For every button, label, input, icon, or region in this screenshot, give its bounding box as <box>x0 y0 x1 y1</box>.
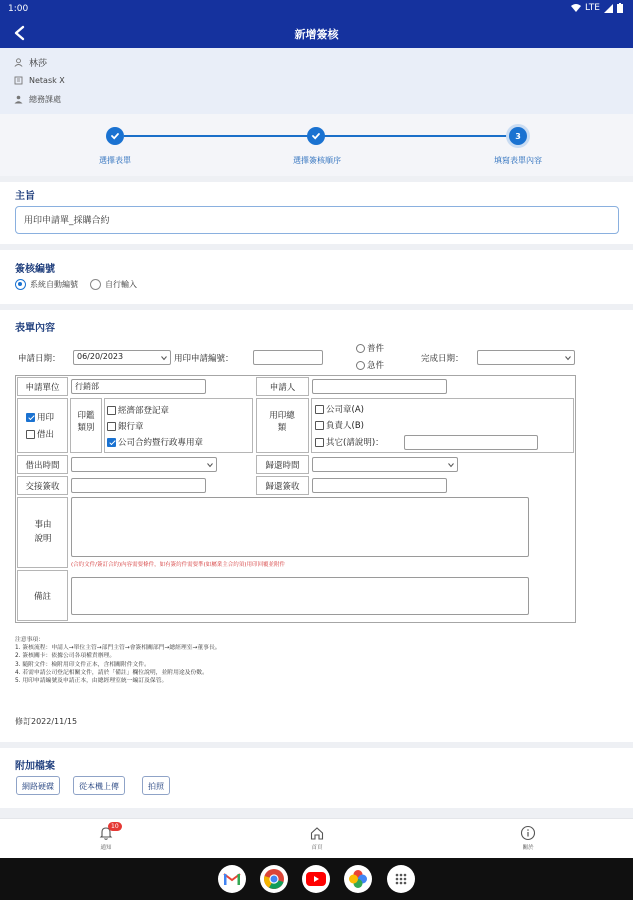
seal-kind-checkbox[interactable] <box>315 403 364 415</box>
numbering-options <box>15 279 137 290</box>
step-1-label: 選擇表單 <box>99 156 131 165</box>
seal-type-option: 公司合約暨行政專用章 <box>118 438 204 448</box>
checkbox-box <box>315 405 324 414</box>
subject-title: 主旨 <box>15 191 35 202</box>
notes-line: 3. 隨附文件：檢附用印文件正本，含相關附件文件。 <box>15 661 150 668</box>
nav-home[interactable] <box>297 825 337 851</box>
seal-type-option: 銀行章 <box>118 422 144 432</box>
section-divider <box>0 176 633 182</box>
return-time-label: 歸還時間 <box>265 461 300 471</box>
step-2-check-icon <box>307 127 325 145</box>
department-icon <box>14 95 23 104</box>
checkbox-box <box>315 438 324 447</box>
lend-out-label: 借出 <box>37 430 55 440</box>
chevron-down-icon <box>448 462 454 468</box>
radio-dot <box>15 279 26 290</box>
usage-cell <box>17 398 68 453</box>
seal-kind-checkbox[interactable] <box>315 419 364 431</box>
nav-label: 通知 <box>100 845 112 851</box>
seal-type-option: 經濟部登記章 <box>118 406 170 416</box>
gmail-icon[interactable] <box>218 865 246 893</box>
priority-normal-radio[interactable] <box>356 342 384 354</box>
section-divider <box>0 244 633 250</box>
stepper-line-1 <box>124 135 308 137</box>
progress-stepper <box>0 114 633 176</box>
radio-dot <box>90 279 101 290</box>
revision-note: 修訂2022/11/15 <box>15 717 78 726</box>
network-drive-button[interactable]: 網路硬碟 <box>16 776 60 795</box>
youtube-icon[interactable] <box>302 865 330 893</box>
user-name-row <box>14 56 47 69</box>
status-time: 1:00 <box>8 4 29 14</box>
battery-icon <box>617 3 623 13</box>
step-3-label: 填寫表單內容 <box>494 156 542 165</box>
user-name: 林莎 <box>29 59 48 69</box>
unit-label: 申請單位 <box>25 383 60 393</box>
reason-note: (合約文件/簽訂合約)內容需要條件，如有簽約件需要準(如屬業主合約須)用印回覆並附件 <box>71 562 285 568</box>
wifi-icon <box>571 4 581 13</box>
bottom-navigation <box>0 818 633 858</box>
use-seal-checkbox[interactable] <box>26 411 54 423</box>
radio-circle <box>356 361 365 370</box>
seal-kind-option: 負責人(B) <box>326 421 364 431</box>
android-taskbar <box>0 858 633 900</box>
lend-time-label: 借出時間 <box>25 461 60 471</box>
unit-input[interactable]: 行銷部 <box>71 379 206 394</box>
applicant-label: 申請人 <box>269 383 296 393</box>
user-company-row <box>14 76 65 85</box>
user-department: 總務課處 <box>29 95 61 104</box>
seal-kind-option: 其它(請說明)： <box>326 438 384 448</box>
notes-line: 1. 簽核流程：申請人→單位主管→部門主管→會簽相關部門→總經理室→董事長。 <box>15 645 221 652</box>
nav-label: 首頁 <box>311 845 323 851</box>
seal-type-label: 印鑑類別 <box>77 411 95 433</box>
chevron-down-icon <box>207 462 213 468</box>
apply-date-label: 申請日期： <box>18 354 61 364</box>
apply-date-value: 06/20/2023 <box>77 352 124 361</box>
checkbox-box <box>26 413 35 422</box>
attachments-title: 附加檔案 <box>15 761 55 772</box>
radio-circle <box>356 344 365 353</box>
return-sign-input[interactable] <box>312 478 447 493</box>
notes-block <box>15 636 221 685</box>
reason-textarea[interactable] <box>71 497 529 557</box>
signal-icon <box>604 4 613 13</box>
use-seal-label: 用印 <box>37 413 55 423</box>
nav-notifications[interactable] <box>86 825 126 851</box>
lend-out-checkbox[interactable] <box>26 428 54 440</box>
step-2-label: 選擇簽核順序 <box>293 156 341 165</box>
section-divider <box>0 742 633 748</box>
seal-type-checkbox[interactable] <box>107 420 144 432</box>
radio-label: 自行輸入 <box>105 280 137 289</box>
upload-local-button[interactable]: 從本機上傳 <box>73 776 125 795</box>
return-time-select[interactable] <box>312 457 458 472</box>
numbering-title: 簽核編號 <box>15 264 55 275</box>
chevron-down-icon <box>565 355 571 361</box>
apply-date-select[interactable] <box>73 350 171 365</box>
priority-urgent-label: 急件 <box>367 361 385 371</box>
person-icon <box>14 58 23 67</box>
seal-type-checkbox[interactable] <box>107 436 203 448</box>
notification-badge: 10 <box>108 822 122 831</box>
notes-line: 2. 簽核關卡：依據公司各項權責辦理。 <box>15 653 116 660</box>
reason-label: 事由說明 <box>34 520 52 544</box>
nav-about[interactable] <box>508 825 548 851</box>
photos-icon[interactable] <box>344 865 372 893</box>
status-icons <box>571 3 623 13</box>
subject-input[interactable]: 用印申請單_採購合約 <box>15 206 619 234</box>
lend-time-select[interactable] <box>71 457 217 472</box>
building-icon <box>14 76 23 85</box>
radio-label: 系統自動編號 <box>30 280 78 289</box>
remarks-label: 備註 <box>33 592 51 602</box>
user-info-panel <box>0 48 633 114</box>
form-content-title: 表單內容 <box>15 323 55 334</box>
nav-label: 關於 <box>522 845 534 851</box>
network-type: LTE <box>585 3 600 13</box>
handover-label: 交接簽收 <box>25 482 60 492</box>
step-1-check-icon <box>106 127 124 145</box>
home-icon <box>309 825 325 841</box>
checkbox-box <box>107 406 116 415</box>
seal-kind-checkbox[interactable] <box>315 436 384 448</box>
priority-normal-label: 普件 <box>367 344 385 354</box>
checkbox-box <box>107 438 116 447</box>
handover-input[interactable] <box>71 478 206 493</box>
complete-date-select[interactable] <box>477 350 575 365</box>
seal-number-input[interactable] <box>253 350 323 365</box>
complete-date-label: 完成日期： <box>421 354 464 364</box>
remarks-textarea[interactable] <box>71 577 529 615</box>
seal-number-label: 用印申請編號： <box>174 354 234 364</box>
notes-heading: 注意事項： <box>15 637 44 643</box>
stepper-line-2 <box>324 135 510 137</box>
applicant-input[interactable] <box>312 379 447 394</box>
priority-urgent-radio[interactable] <box>356 359 384 371</box>
other-explain-input[interactable] <box>404 435 538 450</box>
radio-manual-number[interactable] <box>90 279 137 290</box>
radio-auto-number[interactable] <box>15 279 78 290</box>
seal-type-checkbox[interactable] <box>107 404 169 416</box>
chrome-icon[interactable] <box>260 865 288 893</box>
user-company: Netask X <box>29 76 65 85</box>
section-divider <box>0 304 633 310</box>
user-department-row <box>14 94 61 105</box>
seal-kind-option: 公司章(A) <box>326 405 364 415</box>
status-bar <box>0 0 633 18</box>
info-icon <box>520 825 536 841</box>
page-title: 新增簽核 <box>294 28 339 41</box>
checkbox-box <box>315 421 324 430</box>
notes-line: 4. 若需申請公司登記相關文件，請於「備註」欄位說明，並附用途及份數。 <box>15 669 208 676</box>
seal-kind-label: 用印總類 <box>269 411 295 433</box>
notes-line: 5. 用印申請編號及申請正本，由總經理室統一編訂及保管。 <box>15 678 168 685</box>
take-photo-button[interactable]: 拍照 <box>142 776 170 795</box>
section-divider <box>0 808 633 818</box>
checkbox-box <box>107 422 116 431</box>
chevron-down-icon <box>161 355 167 361</box>
app-drawer-icon[interactable] <box>387 865 415 893</box>
app-bar <box>0 18 633 48</box>
return-sign-label: 歸還簽收 <box>265 482 300 492</box>
checkbox-box <box>26 430 35 439</box>
step-3-number: 3 <box>509 127 527 145</box>
